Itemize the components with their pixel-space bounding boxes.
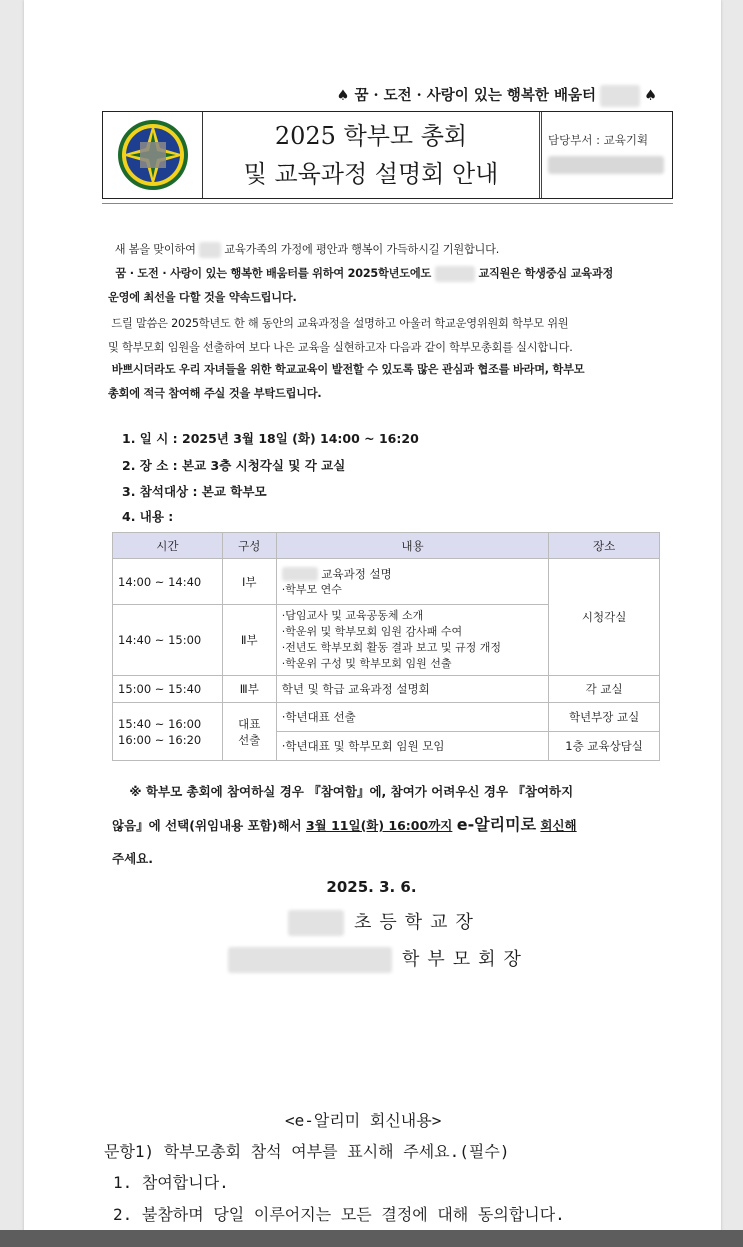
redacted-school-name [600, 85, 640, 107]
title-line-1: 2025 학부모 총회 [274, 122, 468, 150]
department-info [542, 112, 672, 198]
info-date: 1. 일 시 : 2025년 3월 18일 (화) 14:00 ~ 16:20 [122, 431, 419, 446]
part-line: 선출 [238, 732, 261, 747]
table-row [113, 703, 660, 732]
option-2: 2. 불참하며 당일 이루어지는 모든 결정에 대해 동의합니다. [113, 1205, 565, 1224]
school-slogan [336, 84, 657, 107]
principal-title: 초등학교장 [354, 912, 481, 933]
cell-time: 14:40 ~ 15:00 [113, 605, 223, 676]
table-row [113, 676, 660, 703]
content-line: ·전년도 학부모회 활동 결과 보고 및 규정 개정 [281, 641, 501, 654]
cell-part [222, 703, 276, 761]
cell-content: 학년 및 학급 교육과정 설명회 [276, 676, 548, 703]
cell-place: 1층 교육상담실 [549, 732, 660, 761]
schedule-table [112, 532, 660, 761]
cell-content [276, 605, 548, 676]
info-content: 4. 내용 : [122, 509, 174, 524]
divider [102, 203, 673, 204]
header-content: 내용 [276, 533, 548, 559]
school-emblem-icon [116, 118, 190, 192]
document-title [203, 112, 542, 198]
intro-paragraph-1 [108, 238, 674, 262]
parents-title: 학부모회장 [402, 949, 529, 970]
reply-deadline: 3월 11일(화) 16:00까지 [305, 818, 453, 833]
intro-paragraph-3 [108, 312, 674, 336]
intro-text-1: 새 봄을 맞이하여 [114, 243, 196, 256]
content-line: ·학운위 및 학부모회 임원 감사패 수여 [281, 625, 463, 638]
content-line: 교육과정 설명 [321, 566, 392, 581]
cell-content [276, 559, 548, 605]
redacted-school-name [199, 242, 221, 258]
cell-place: 시청각실 [549, 559, 660, 676]
question-1: 문항1) 학부모총회 참석 여부를 표시해 주세요.(필수) [104, 1142, 510, 1161]
reply-notice [112, 775, 664, 875]
time-line: 15:40 ~ 16:00 [118, 716, 202, 731]
redacted-contact [548, 156, 664, 174]
department-label: 담당부서 : 교육기획 [548, 133, 649, 147]
cell-part: Ⅰ부 [222, 559, 276, 605]
school-logo [103, 112, 203, 198]
title-line-2: 및 교육과정 설명회 안내 [243, 160, 499, 188]
header-place: 장소 [549, 533, 660, 559]
reply-title: <e-알리미 회신내용> [285, 1111, 442, 1130]
redacted-name [228, 947, 392, 973]
content-line: ·담임교사 및 교육공동체 소개 [281, 609, 424, 622]
table-header-row [113, 533, 660, 559]
issue-date: 2025. 3. 6. [326, 878, 417, 896]
slogan-text: ♠ 꿈 · 도전 · 사랑이 있는 행복한 배움터 [336, 87, 596, 104]
intro-text-2c: 운영에 최선을 다할 것을 약속드립니다. [108, 291, 297, 304]
notice-line-2-end: 회신해 [540, 818, 577, 833]
reply-channel: e-알리미로 [456, 815, 537, 834]
intro-text-4a: 바쁘시더라도 우리 자녀들을 위한 학교교육이 발전할 수 있도록 많은 관심과 협조를 바라며, 학부모 [111, 363, 585, 376]
intro-text-4b: 총회에 적극 참여해 주실 것을 부탁드립니다. [108, 387, 322, 400]
header-time: 시간 [113, 533, 223, 559]
cell-part: Ⅱ부 [222, 605, 276, 676]
redacted-school-name [282, 567, 318, 581]
intro-paragraph-3-cont [108, 336, 674, 360]
cell-content: ·학년대표 선출 [276, 703, 548, 732]
notice-line-3: 주세요. [112, 851, 153, 866]
intro-text-3a: 드릴 말씀은 2025학년도 한 해 동안의 교육과정을 설명하고 아울러 학교운영위원회 학부모 위원 [111, 317, 569, 330]
redacted-school-name [435, 266, 475, 282]
title-box [102, 111, 673, 199]
header-part: 구성 [222, 533, 276, 559]
principal-signature [288, 908, 481, 936]
cell-place: 학년부장 교실 [549, 703, 660, 732]
parents-signature [228, 945, 529, 973]
content-line: ·학부모 연수 [281, 582, 342, 596]
content-line: ·학운위 구성 및 학부모회 임원 선출 [281, 657, 452, 670]
spade-icon: ♠ [644, 87, 657, 104]
cell-part: Ⅲ부 [222, 676, 276, 703]
intro-text-1b: 교육가족의 가정에 평안과 행복이 가득하시길 기원합니다. [224, 243, 500, 256]
cell-content: ·학년대표 및 학부모회 임원 모임 [276, 732, 548, 761]
option-1: 1. 참여합니다. [113, 1173, 229, 1192]
notice-line-2: 않음』에 선택(위임내용 포함)해서 [112, 818, 302, 833]
cell-time: 14:00 ~ 14:40 [113, 559, 223, 605]
intro-paragraph-4-cont [108, 382, 674, 406]
info-target: 3. 참석대상 : 본교 학부모 [122, 484, 267, 499]
intro-text-3b: 및 학부모회 임원을 선출하여 보다 나은 교육을 실현하고자 다음과 같이 학부모총회를 실시합니다. [108, 341, 573, 354]
cell-place: 각 교실 [549, 676, 660, 703]
info-place: 2. 장 소 : 본교 3층 시청각실 및 각 교실 [122, 458, 346, 473]
cell-time [113, 703, 223, 761]
table-row [113, 559, 660, 605]
notice-line-1: ※ 학부모 총회에 참여하실 경우 『참여함』에, 참여가 어려우신 경우 『참여하지 [129, 784, 574, 799]
intro-paragraph-2-cont [108, 286, 674, 310]
intro-paragraph-4 [108, 358, 674, 382]
intro-text-2a: 꿈 · 도전 · 사랑이 있는 행복한 배움터를 위하여 2025학년도에도 [115, 267, 432, 280]
bottom-shadow [0, 1230, 743, 1247]
time-line: 16:00 ~ 16:20 [118, 732, 202, 747]
cell-time: 15:00 ~ 15:40 [113, 676, 223, 703]
part-line: 대표 [238, 716, 261, 731]
intro-text-2b: 교직원은 학생중심 교육과정 [478, 267, 614, 280]
redacted-school-name [288, 910, 344, 936]
intro-paragraph-2 [108, 262, 674, 286]
